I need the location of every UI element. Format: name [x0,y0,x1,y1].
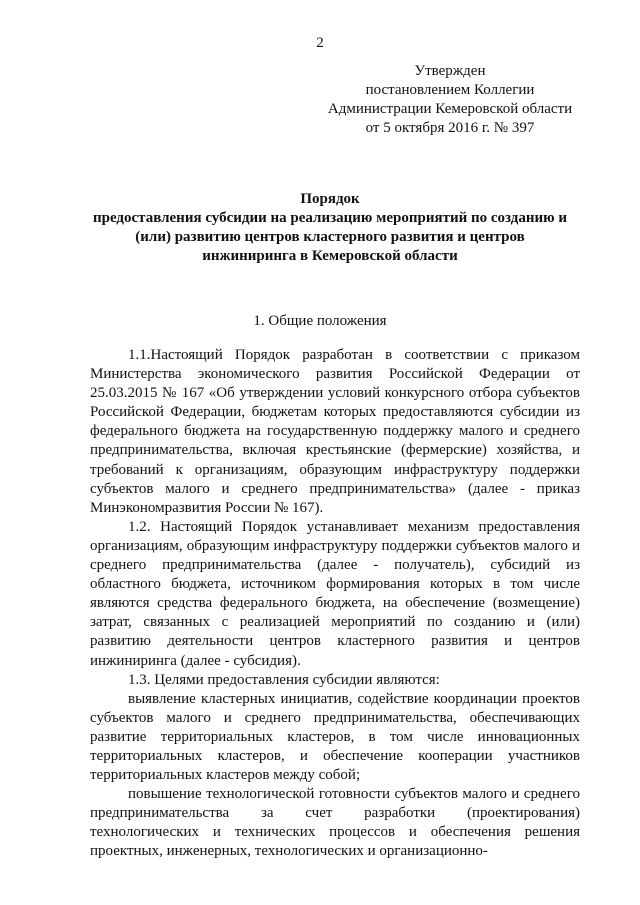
approval-line: от 5 октября 2016 г. № 397 [365,120,535,136]
title-line: (или) развитию центров кластерного развития и центров [135,229,525,245]
paragraph: 1.3. Целями предоставления субсидии являются: [128,671,440,688]
title-line: предоставления субсидии на реализацию мероприятий по созданию и [92,210,568,226]
page-number: 2 [316,35,324,51]
paragraph: 1.2. Настоящий Порядок устанавливает механизм предоставления организациям, образующим инфраструктуру поддержки субъектов малого и среднего предпринимательства (далее - получатель), субсидий из областного бюджета, источником формирования которых в том числе являются средства федерального бюджета, на обеспечение (возмещение) затрат, связанных с реализацией мероприятий по созданию и (или) развитию деятельности центров кластерного развития и центров инжиниринга (далее - субсидия). [90,518,580,669]
title-line: Порядок [300,191,360,207]
approval-line: Утвержден [414,63,486,79]
approval-stamp [300,62,600,138]
document-title [80,190,580,266]
paragraph: повышение технологической готовности субъектов малого и среднего предпринимательства за счет разработки (проектирования) технологических и технических процессов и обеспечения решения проектных, инженерных, технологических и организационно- [90,786,580,860]
title-line: инжиниринга в Кемеровской области [202,248,458,264]
body-text [90,346,580,862]
section-heading: 1. Общие положения [253,313,387,329]
approval-line: постановлением Коллегии [365,82,535,98]
paragraph: выявление кластерных инициатив, содействие координации проектов субъектов малого и среднего предпринимательства, обеспечивающих развитие территориальных кластеров, в том числе инновационных территориальных кластеров, и обеспечение кооперации участников территориальных кластеров между собой; [90,690,580,784]
paragraph: 1.1.Настоящий Порядок разработан в соответствии с приказом Министерства экономического развития Российской Федерации от 25.03.2015 № 167 «Об утверждении условий конкурсного отбора субъектов Российской Федерации, бюджетам которых предоставляются субсидии из федерального бюджета на государственную поддержку малого и среднего предпринимательства, включая крестьянские (фермерские) хозяйства, и требований к организациям, образующим инфраструктуру поддержки субъектов малого и среднего предпринимательства» (далее - приказ Минэкономразвития России № 167). [90,347,580,516]
approval-line: Администрации Кемеровской области [327,101,573,117]
